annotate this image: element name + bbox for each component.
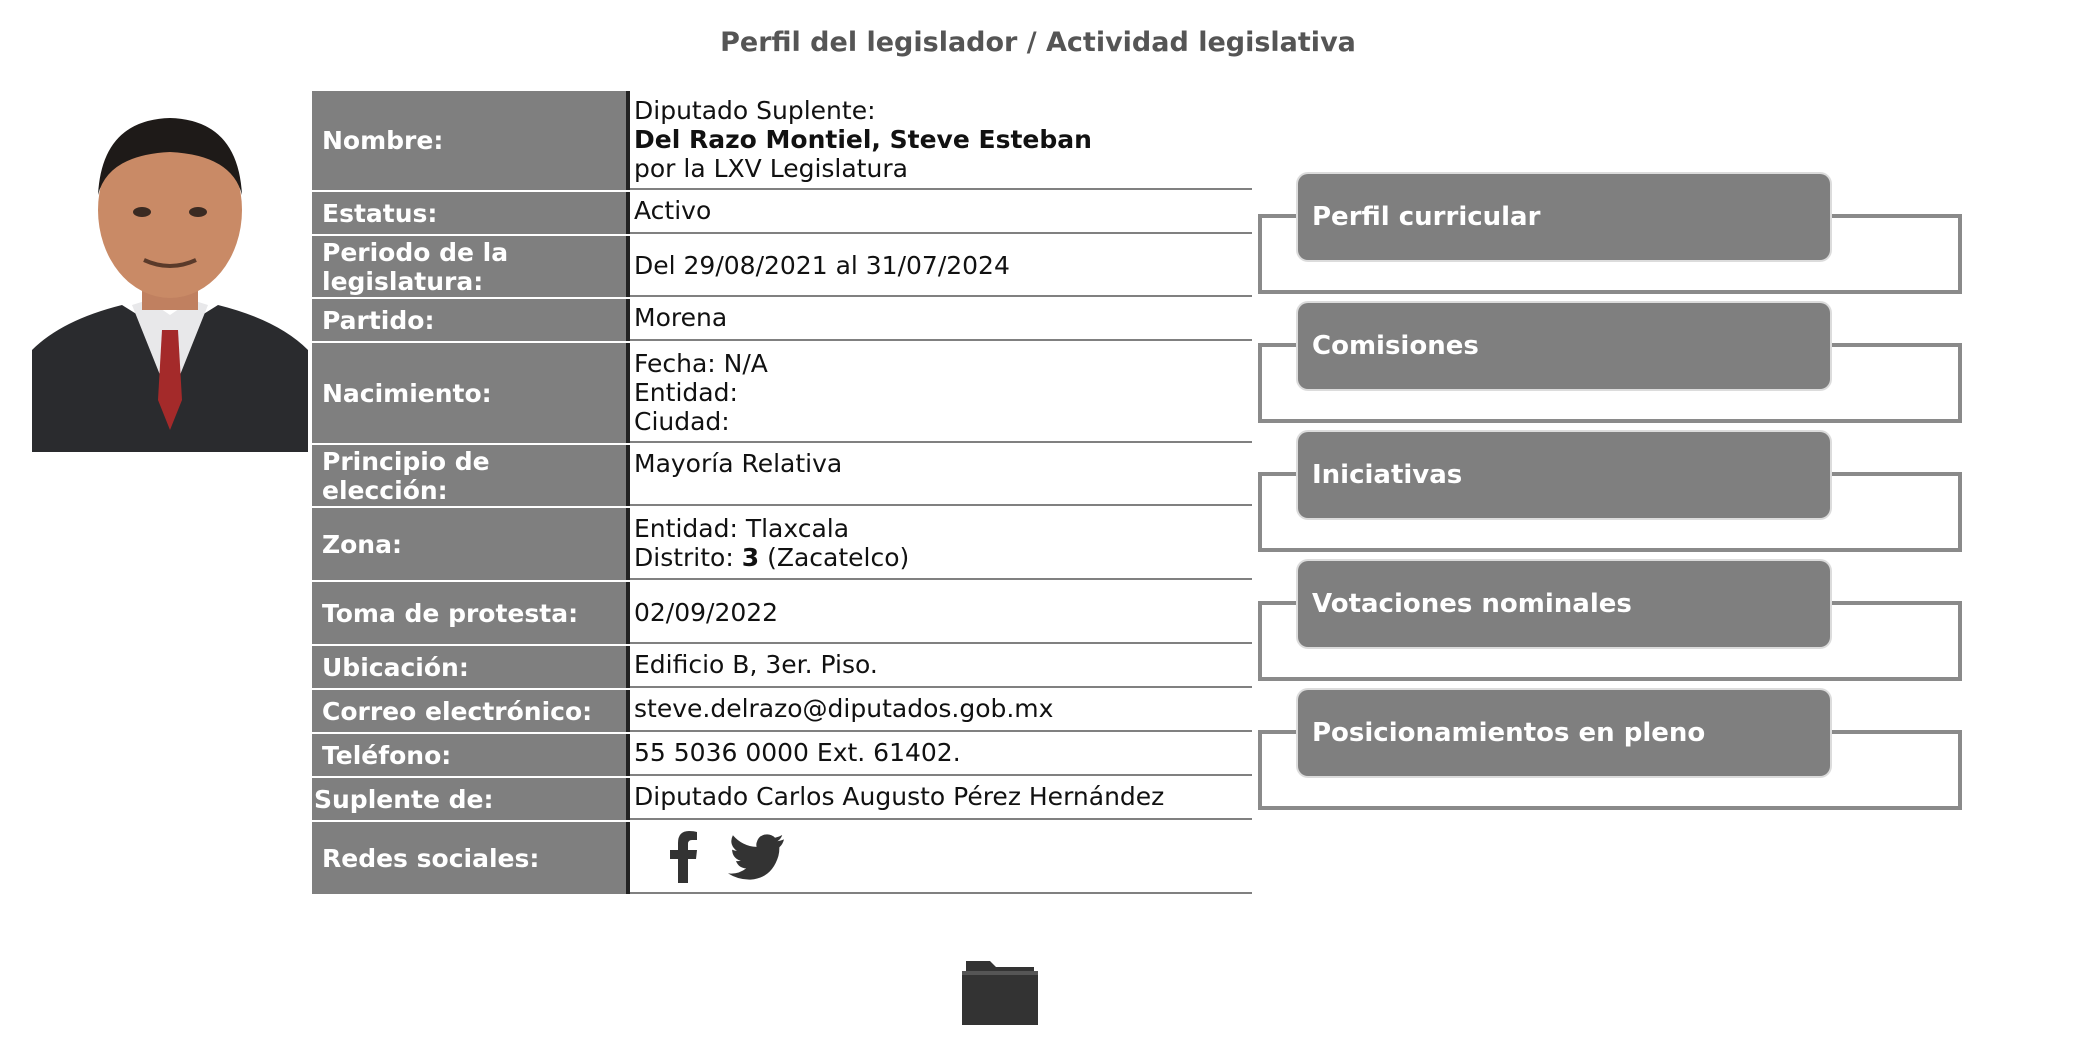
row-toma [312,582,1252,646]
posicionamientos-en-pleno-button[interactable]: Posicionamientos en pleno [1298,690,1830,776]
row-telefono [312,734,1252,778]
value-partido: Morena [630,299,1252,341]
iniciativas-button[interactable]: Iniciativas [1298,432,1830,518]
label-telefono: Teléfono: [312,734,630,776]
legislator-photo [32,100,308,452]
facebook-icon[interactable] [670,831,698,883]
row-principio [312,445,1252,508]
value-principio: Mayoría Relativa [630,445,1252,506]
row-estatus [312,192,1252,236]
value-correo: steve.delrazo@diputados.gob.mx [630,690,1252,732]
label-principio: Principio de elección: [312,445,630,506]
label-zona: Zona: [312,508,630,580]
zona-distrito-prefix: Distrito: [634,543,742,572]
value-zona [630,508,1252,580]
zona-entidad: Entidad: Tlaxcala [634,514,850,543]
row-nacimiento [312,343,1252,445]
label-suplente: Suplente de: [312,778,630,820]
value-ubicacion: Edificio B, 3er. Piso. [630,646,1252,688]
value-nombre [630,91,1252,190]
label-nombre: Nombre: [312,91,630,190]
folder-icon[interactable] [960,955,1040,1031]
nombre-cargo: Diputado Suplente: [634,96,876,125]
value-nacimiento [630,343,1252,443]
label-estatus: Estatus: [312,192,630,234]
twitter-icon[interactable] [728,834,784,880]
label-correo: Correo electrónico: [312,690,630,732]
votaciones-nominales-button[interactable]: Votaciones nominales [1298,561,1830,647]
row-suplente [312,778,1252,822]
nacimiento-fecha: Fecha: N/A [634,348,768,378]
value-telefono: 55 5036 0000 Ext. 61402. [630,734,1252,776]
zona-distrito [634,543,1248,572]
label-partido: Partido: [312,299,630,341]
profile-table [312,91,1252,896]
row-ubicacion [312,646,1252,690]
row-correo [312,690,1252,734]
nacimiento-entidad: Entidad: [634,377,738,407]
label-toma: Toma de protesta: [312,582,630,644]
nombre-name: Del Razo Montiel, Steve Esteban [634,125,1092,154]
page-title: Perfil del legislador / Actividad legislativa [720,27,1356,58]
value-periodo: Del 29/08/2021 al 31/07/2024 [630,236,1252,297]
row-redes [312,822,1252,896]
comisiones-button[interactable]: Comisiones [1298,303,1830,389]
nacimiento-ciudad: Ciudad: [634,406,730,436]
label-ubicacion: Ubicación: [312,646,630,688]
zona-distrito-suffix: (Zacatelco) [759,543,910,572]
row-nombre [312,91,1252,192]
row-partido [312,299,1252,343]
value-toma: 02/09/2022 [630,582,1252,644]
label-nacimiento: Nacimiento: [312,343,630,443]
value-suplente: Diputado Carlos Augusto Pérez Hernández [630,778,1252,820]
row-zona [312,508,1252,582]
zona-distrito-num: 3 [741,543,760,572]
row-periodo [312,236,1252,299]
label-periodo: Periodo de la legislatura: [312,236,630,297]
label-redes: Redes sociales: [312,822,630,894]
value-redes [630,822,1252,894]
value-estatus: Activo [630,192,1252,234]
perfil-curricular-button[interactable]: Perfil curricular [1298,174,1830,260]
nombre-legislatura: por la LXV Legislatura [634,154,908,183]
